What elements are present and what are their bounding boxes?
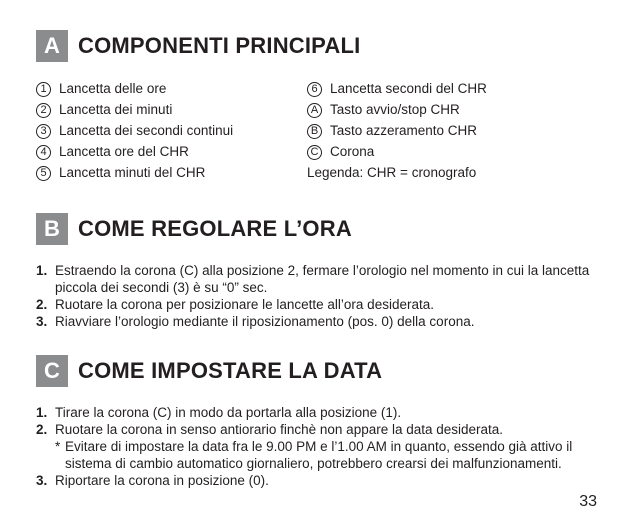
circled-marker: 1 (36, 82, 51, 97)
component-label: Lancetta minuti del CHR (59, 165, 206, 180)
step-text: Ruotare la corona in senso antiorario finchè non appare la data desiderata. (55, 422, 504, 437)
circled-marker: 5 (36, 166, 51, 181)
step-number: 1. (36, 263, 48, 278)
component-item (36, 101, 172, 119)
date-step (36, 472, 596, 489)
step-number: 3. (36, 473, 48, 488)
date-step (36, 404, 596, 421)
component-item (36, 143, 189, 161)
component-label: Lancetta dei secondi continui (59, 123, 234, 138)
time-step (36, 296, 596, 313)
component-item (36, 122, 233, 140)
section-c-badge: C (36, 355, 68, 387)
section-c-title: COME IMPOSTARE LA DATA (78, 358, 383, 383)
step-text: Ruotare la corona per posizionare le lancette all’ora desiderata. (55, 297, 434, 312)
component-item (307, 80, 487, 98)
legend-text: Legenda: CHR = cronografo (307, 165, 477, 180)
component-item (36, 80, 166, 98)
circled-marker: B (307, 124, 322, 139)
component-label: Lancetta dei minuti (59, 102, 173, 117)
circled-marker: 3 (36, 124, 51, 139)
time-step (36, 262, 596, 296)
component-label: Lancetta secondi del CHR (330, 81, 487, 96)
step-text: Tirare la corona (C) in modo da portarla alla posizione (1). (55, 405, 402, 420)
step-text: Riavviare l’orologio mediante il riposizionamento (pos. 0) della corona. (55, 314, 475, 329)
step-text: Riportare la corona in posizione (0). (55, 473, 269, 488)
time-step (36, 313, 596, 330)
circled-marker: 2 (36, 103, 51, 118)
component-label: Tasto azzeramento CHR (330, 123, 478, 138)
section-a-badge: A (36, 30, 68, 62)
circled-marker: A (307, 103, 322, 118)
step-number: 2. (36, 297, 48, 312)
section-b-badge: B (36, 213, 68, 245)
component-item (307, 122, 477, 140)
section-b-title: COME REGOLARE L’ORA (78, 216, 352, 241)
component-label: Tasto avvio/stop CHR (330, 102, 460, 117)
component-label: Lancetta delle ore (59, 81, 167, 96)
step-number: 3. (36, 314, 48, 329)
component-item (307, 101, 460, 119)
date-step (36, 421, 596, 438)
component-label: Corona (330, 144, 375, 159)
component-label: Lancetta ore del CHR (59, 144, 189, 159)
component-item (307, 143, 374, 161)
circled-marker: 4 (36, 145, 51, 160)
note-asterisk: * (55, 439, 61, 454)
page-number: 33 (579, 493, 597, 510)
date-note (55, 438, 615, 472)
step-number: 1. (36, 405, 48, 420)
component-item (36, 164, 205, 182)
step-text: Estraendo la corona (C) alla posizione 2, fermare l’orologio nel momento in cui la lancetta piccola dei secondi (3) è su “0” sec. (55, 263, 590, 295)
section-a-title: COMPONENTI PRINCIPALI (78, 33, 361, 58)
step-number: 2. (36, 422, 48, 437)
note-text: Evitare di impostare la data fra le 9.00 PM e l’1.00 AM in quanto, essendo già attivo il sistema di cambio automatico giornaliero, potrebbero crearsi dei malfunzionamenti. (65, 439, 573, 471)
circled-marker: C (307, 145, 322, 160)
circled-marker: 6 (307, 82, 322, 97)
